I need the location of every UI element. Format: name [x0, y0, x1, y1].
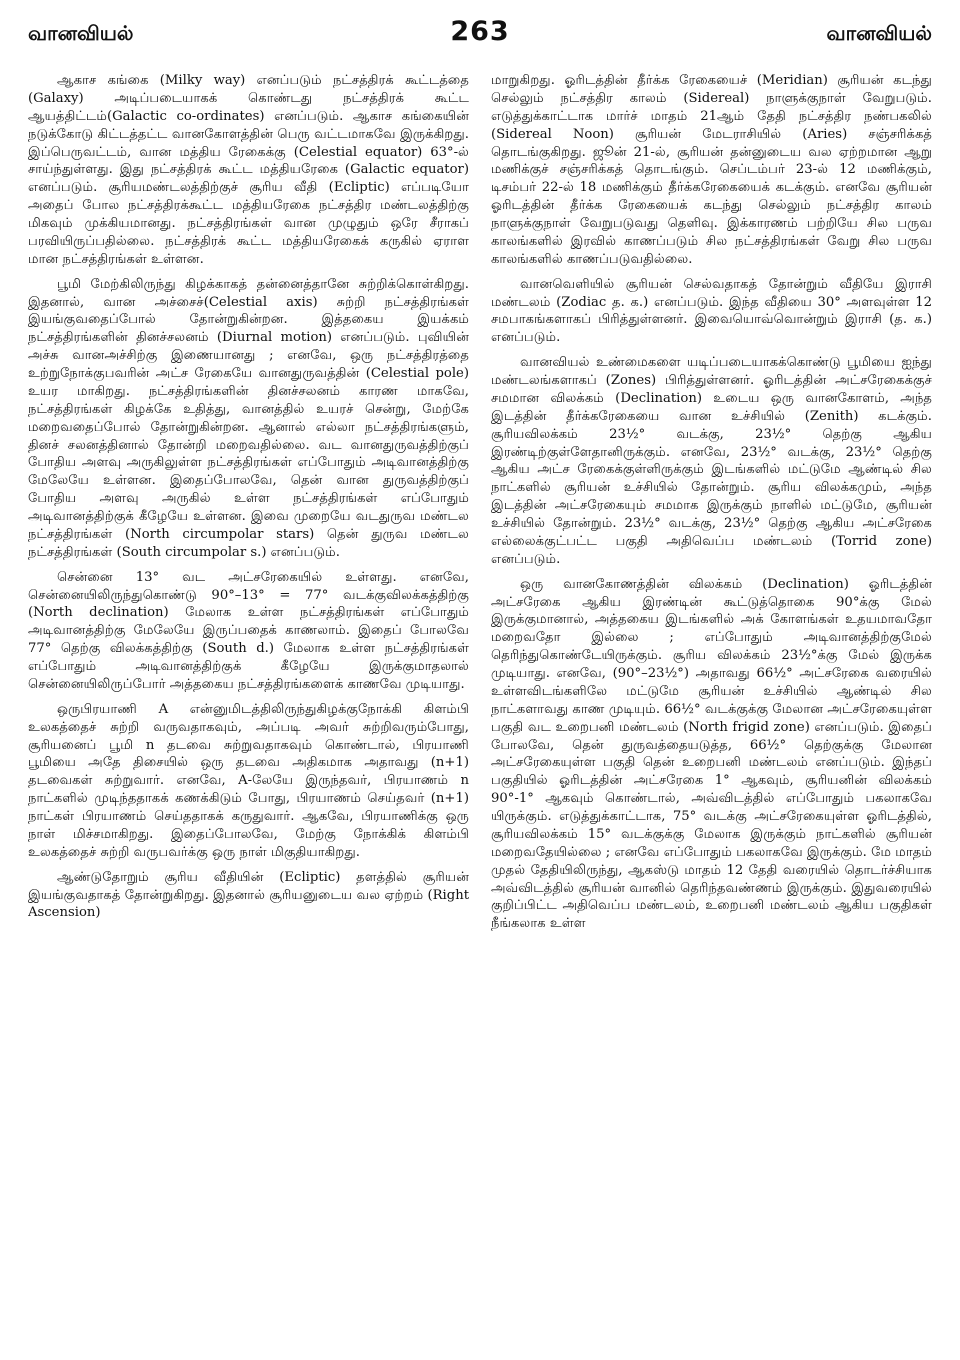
page-header [28, 16, 932, 62]
paragraph: சென்னை 13° வட அட்சரேகையில் உள்ளது. எனவே, சென்னையிலிருந்துகொண்டு 90°–13° = 77° வடக்குவிலக்கத்திற்கு (North declination) மேலாக உள்ள நட்சத்திரங்கள் எப்போதும் அடிவானத்திற்கு மேலேயே இருப்பதைக் காணலாம். இதைப் போலவே 77° தெற்கு விலக்கத்திற்கு (South d.) மேலாக உள்ள நட்சத்திரங்கள் எப்போதும் அடிவானத்திற்குக் கீழேயே இருக்குமாதலால் சென்னையிலிருப்போர் அத்தகைய நட்சத்திரங்களைக் காணவே முடியாது. [28, 569, 469, 692]
running-head-right: வானவியல் [826, 21, 932, 45]
right-column [491, 72, 932, 1357]
left-column [28, 72, 469, 1357]
paragraph: வானவியல் உண்மைகளை யடிப்படையாகக்கொண்டு பூமியை ஐந்து மண்டலங்களாகப் (Zones) பிரித்துள்ளனர். ஓரிடத்தின் அட்சரேகைக்குச் சமமான விலக்கம் (Declination) உடைய ஒரு வானகோளம், அந்த இடத்தின் தீர்க்கரேகையை வான உச்சியில் (Zenith) கடக்கும். சூரியவிலக்கம் 23½° வடக்கு, 23½° தெற்கு ஆகிய இரண்டிற்குள்ளேதானிருக்கும். எனவே, 23½° வடக்கு, 23½° தெற்கு ஆகிய அட்ச ரேகைக்குள்ளிருக்கும் இடங்களில் மட்டுமே ஆண்டில் சில நாட்களில் சூரியன் உச்சியில் தோன்றும். சூரிய விலக்கமும், அந்த இடத்தின் அட்சரேகையும் சமமாக இருக்கும் நாளில் மட்டுமே, சூரியன் உச்சியில் தோன்றும். 23½° வடக்கு, 23½° தெற்கு ஆகிய அட்சரேகை எல்லைக்குட்பட்ட பகுதி அதிவெப்ப மண்டலம் (Torrid zone) எனப்படும். [491, 355, 932, 567]
paragraph: ஆகாச கங்கை (Milky way) எனப்படும் நட்சத்திரக் கூட்டத்தை (Galaxy) அடிப்படையாகக் கொண்டது நட்சத்திரக் கூட்ட ஆயத்திட்டம்(Galactic co-ordinates) எனப்படும். ஆகாச கங்கையின் நடுக்கோடு கிட்டத்தட்ட வானகோளத்தின் பெரு வட்டமாகவே இருக்கிறது. இப்பெருவட்டம், வான மத்திய ரேகைக்கு (Celestial equator) 63°-ல் சாய்ந்துள்ளது. இது நட்சத்திரக் கூட்ட மத்தியரேகை (Galactic equator) எனப்படும். சூரியமண்டலத்திற்குச் சூரிய வீதி (Ecliptic) எப்படியோ அதைப் போல நட்சத்திரக்கூட்ட மத்தியரேகை நட்சத்திர மண்டலத்திற்கு மிகவும் முக்கியமானது. நட்சத்திரங்கள் வான முழுதும் ஒரே சீராகப் பரவியிருப்பதில்லை. நட்சத்திரக் கூட்ட மத்தியரேகைக் கருகில் ஏராள மான நட்சத்திரங்கள் உள்ளன. [28, 73, 469, 267]
paragraph: ஒரு வானகோணத்தின் விலக்கம் (Declination) ஓரிடத்தின் அட்சரேகை ஆகிய இரண்டின் கூட்டுத்தொகை 90°க்கு மேல் இருக்குமானால், அத்தகைய இடங்களில் அக் கோளங்கள் உதயமாவதோ மறைவதோ இல்லை ; எப்போதும் அடிவானத்திற்குமேல் தெரிந்துகொண்டேயிருக்கும். சூரிய விலக்கம் 23½°க்கு மேல் இருக்க முடியாது. எனவே, (90°–23½°) அதாவது 66½° அட்சரேகை வரையில் உள்ளவிடங்களிலே மட்டுமே சூரியன் உச்சியில் ஆண்டில் சில நாட்களாவது காண முடியும். 66½° வடக்குக்கு மேலான அட்சரேகையுள்ள பகுதி வட உறைபனி மண்டலம் (North frigid zone) எனப்படும். இதைப் போலவே, தென் துருவத்தையடுத்த, 66½° தெற்குக்கு மேலான அட்சரேகையுள்ள பகுதி தென் உறைபனி மண்டலம் எனப்படும். இந்தப் பகுதியில் ஓரிடத்தின் அட்சரேகை 1° ஆகவும், சூரியனின் விலக்கம் 90°-1° ஆகவும் கொண்டால், அவ்விடத்தில் எப்போதும் பகலாகவே யிருக்கும். எடுத்துக்காட்டாக, 75° வடக்கு அட்சரேகையுள்ள ஓரிடத்தில், சூரியவிலக்கம் 15° வடக்குக்கு மேலாக இருக்கும் நாட்களில் சூரியன் மறைவதேயில்லை ; எனவே எப்போதும் பகலாகவே இருக்கும். மே மாதம் முதல் தேதியிலிருந்து, ஆகஸ்டு மாதம் 12 தேதி வரையில் தொடர்ச்சியாக அவ்விடத்தில் சூரியன் வானில் தெரிந்தவண்ணம் இருக்கும். இதுவரையில் குறிப்பிட்ட அதிவெப்ப மண்டலம், உறைபனி மண்டலம் ஆகிய பகுதிகள் நீங்கலாக உள்ள [491, 576, 932, 932]
paragraph: ஒருபிரயாணி A என்னுமிடத்திலிருந்துகிழக்குநோக்கி கிளம்பி உலகத்தைச் சுற்றி வருவதாகவும், அப்படி அவர் சுற்றிவரும்போது, சூரியனைப் பூமி n தடவை சுற்றுவதாகவும் கொண்டால், பிரயாணி பூமியை அதே திசையில் ஒரு தடவை அதிகமாக அதாவது (n+1) தடவைகள் சுற்றுவார். எனவே, A-லேயே இருந்தவர், பிரயாணம் n நாட்களில் முடிந்ததாகக் கணக்கிடும் போது, பிரயாணம் செய்தவர் (n+1) நாட்கள் பிரயாணம் செய்ததாகக் கருதுவார். ஆகவே, பிரயாணிக்கு ஒரு நாள் மிச்சமாகிறது. இதைப்போலவே, மேற்கு நோக்கிக் கிளம்பி உலகத்தைச் சுற்றி வருபவர்க்கு ஒரு நாள் மிகுதியாகிறது. [28, 701, 469, 860]
running-head-left: வானவியல் [28, 21, 134, 45]
paragraph: ஆண்டுதோறும் சூரிய வீதியின் (Ecliptic) தளத்தில் சூரியன் இயங்குவதாகத் தோன்றுகிறது. இதனால் சூரியனுடைய வல ஏற்றம் (Right Ascension) [28, 869, 469, 921]
paragraph: பூமி மேற்கிலிருந்து கிழக்காகத் தன்னைத்தானே சுற்றிக்கொள்கிறது. இதனால், வான அச்சைச்(Celestial axis) சுற்றி நட்சத்திரங்கள் இயங்குவதைப்போல் தோன்றுகின்றன. இத்தகைய இயக்கம் நட்சத்திரங்களின் தினச்சலனம் (Diurnal motion) எனப்படும். புவியின் அச்சு வானஅச்சிற்கு இணையானது ; எனவே, ஒரு நட்சத்திரத்தை உற்றுநோக்குபவரின் அட்ச ரேகையே வானதுருவத்தின் (Celestial pole) உயர மாகிறது. நட்சத்திரங்களின் தினச்சலனம் காரண மாகவே, நட்சத்திரங்கள் கிழக்கே உதித்து, வானத்தில் உயரச் சென்று, மேற்கே மறைவதைப்போல் தோன்றுகின்றன. ஆனால் எல்லா நட்சத்திரங்களும், தினச் சலனத்தினால் தோன்றி மறைவதில்லை. வட வானதுருவத்திற்குப் போதிய அளவு அருகிலுள்ள நட்சத்திரங்கள் எப்போதும் அடிவானத்திற்கு மேலேயே உள்ளன. இதைப்போலவே, தென் வான துருவத்திற்குப் போதிய அளவு அருகில் உள்ள நட்சத்திரங்கள் எப்போதும் அடிவானத்திற்குக் கீழேயே உள்ளன. இவை முறையே வடதுருவ மண்டல நட்சத்திரங்கள் (North circumpolar stars) தென் துருவ மண்டல நட்சத்திரங்கள் (South circumpolar s.) எனப்படும். [28, 276, 469, 560]
text-columns [28, 72, 932, 1357]
paragraph: மாறுகிறது. ஓரிடத்தின் தீர்க்க ரேகையைச் (Meridian) சூரியன் கடந்து செல்லும் நட்சத்திர காலம் (Sidereal) நாளுக்குநாள் வேறுபடும். எடுத்துக்காட்டாக மார்ச் மாதம் 21ஆம் தேதி நட்சத்திர நண்பகலில் (Sidereal Noon) சூரியன் மேடராசியில் (Aries) சஞ்சரிக்கத் தொடங்குகிறது. ஜூன் 21-ல், சூரியன் தன்னுடைய வல ஏற்றமான ஆறு மணிக்குச் சஞ்சரிக்கத் தொடங்கும். செப்டம்பர் 23-ல் 12 மணிக்கும், டிசம்பர் 22-ல் 18 மணிக்கும் தீர்க்கரேகையைக் கடக்கும். எனவே சூரியன் ஓரிடத்தின் தீர்க்க ரேகையைக் கடந்து செல்லும் நட்சத்திர காலம் நாளுக்குநாள் வேறுபடுவது தெளிவு. இக்காரணம் பற்றியே சில பருவ காலங்களில் இரவில் காணப்படும் சில நட்சத்திரங்கள் வேறு சில பருவ காலங்களில் காணப்படுவதில்லை. [491, 73, 932, 267]
paragraph: வானவெளியில் சூரியன் செல்வதாகத் தோன்றும் வீதியே இராசி மண்டலம் (Zodiac த. க.) எனப்படும். இந்த வீதியை 30° அளவுள்ள 12 சமபாகங்களாகப் பிரித்துள்ளனர். இவையொவ்வொன்றும் இராசி (த. க.) எனப்படும். [491, 276, 932, 346]
page-number: 263 [450, 16, 510, 47]
